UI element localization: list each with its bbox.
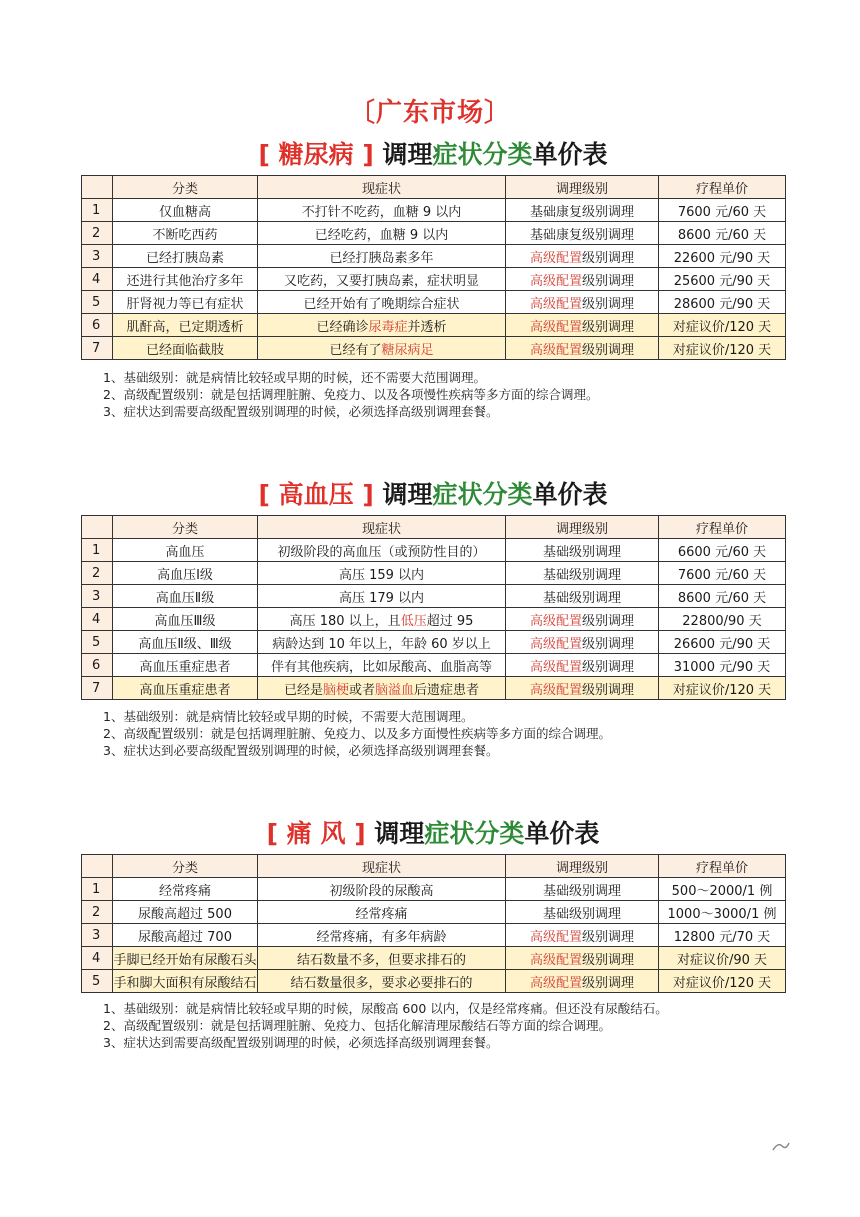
cell-text: 伴有其他疾病，比如尿酸高、血脂高等 xyxy=(270,659,492,675)
cell-text: 肝肾视力等已有症状 xyxy=(126,296,244,312)
title-suffix: 单价表 xyxy=(532,140,608,169)
column-header: 分类 xyxy=(113,855,258,878)
level-cell xyxy=(506,539,659,562)
symptom-cell xyxy=(258,947,506,970)
table-row xyxy=(82,539,786,562)
cell-text: 初级阶段的高血压（或预防性目的） xyxy=(277,544,486,560)
price-cell: 对症议价/120 天 xyxy=(659,677,786,700)
cell-text: 基础级别调理 xyxy=(542,567,621,583)
notes-hypertension xyxy=(103,708,611,759)
column-header: 调理级别 xyxy=(506,516,659,539)
column-header: 现症状 xyxy=(258,176,506,199)
cell-text: 已经打胰岛素 xyxy=(145,250,224,266)
cell-text: 基础康复级别调理 xyxy=(529,227,634,243)
price-cell: 8600 元/60 天 xyxy=(659,585,786,608)
table-row xyxy=(82,337,786,360)
symptom-cell xyxy=(258,901,506,924)
cell-text: 高压 159 以内 xyxy=(338,567,425,583)
cell-text: 已经打胰岛素多年 xyxy=(329,250,434,266)
notes-gout xyxy=(103,1000,668,1051)
title-prefix: 调理 xyxy=(382,140,433,169)
category-cell xyxy=(113,878,258,901)
cell-text: 高血压Ⅱ级 xyxy=(155,590,215,606)
column-header: 疗程单价 xyxy=(659,855,786,878)
level-cell xyxy=(506,677,659,700)
symptom-cell xyxy=(258,878,506,901)
symptom-cell xyxy=(258,562,506,585)
title-suffix: 单价表 xyxy=(532,480,608,509)
level-cell xyxy=(506,562,659,585)
symptom-cell xyxy=(258,245,506,268)
cell-text: 高血压Ⅱ级、Ⅲ级 xyxy=(138,636,232,652)
market-title: 〔广东市场〕 xyxy=(348,98,511,128)
price-cell: 6600 元/60 天 xyxy=(659,539,786,562)
cell-text: 高血压Ⅰ级 xyxy=(157,567,213,583)
symptom-cell xyxy=(258,585,506,608)
level-cell xyxy=(506,585,659,608)
cell-text: 已经有了 xyxy=(329,342,382,358)
table-row xyxy=(82,970,786,993)
price-cell: 对症议价/90 天 xyxy=(659,947,786,970)
category-cell xyxy=(113,947,258,970)
symptom-cell xyxy=(258,924,506,947)
note-line: 2、高级配置级别：就是包括调理脏腑、免疫力、以及各项慢性疾病等多方面的综合调理。 xyxy=(103,387,599,402)
highlighted-text: 高级配置 xyxy=(529,296,582,312)
column-header: 疗程单价 xyxy=(659,176,786,199)
note-line: 1、基础级别：就是病情比较轻或早期的时候，还不需要大范围调理。 xyxy=(103,370,486,385)
title-prefix: 调理 xyxy=(374,819,425,848)
cell-text: 级别调理 xyxy=(582,659,635,675)
table-row xyxy=(82,878,786,901)
highlighted-text: 高级配置 xyxy=(529,342,582,358)
level-cell xyxy=(506,268,659,291)
cell-text: 级别调理 xyxy=(582,342,635,358)
level-cell xyxy=(506,337,659,360)
row-number: 2 xyxy=(82,562,113,585)
highlighted-text: 高级配置 xyxy=(529,975,582,991)
symptom-cell xyxy=(258,337,506,360)
category-cell xyxy=(113,562,258,585)
cell-text: 经常疼痛 xyxy=(158,883,211,899)
level-cell xyxy=(506,631,659,654)
title-suffix: 单价表 xyxy=(524,819,600,848)
table-row xyxy=(82,947,786,970)
note-line: 3、症状达到必要高级配置级别调理的时候，必须选择高级别调理套餐。 xyxy=(103,743,499,758)
column-header: 现症状 xyxy=(258,855,506,878)
cell-text: 级别调理 xyxy=(582,929,635,945)
highlighted-text: 糖尿病足 xyxy=(381,342,434,358)
note-line: 2、高级配置级别：就是包括调理脏腑、免疫力、包括化解清理尿酸结石等方面的综合调理。 xyxy=(103,1018,611,1033)
disease-name: 糖尿病 xyxy=(278,140,354,169)
bracket-close: ] xyxy=(362,480,374,509)
row-number: 1 xyxy=(82,539,113,562)
row-number: 3 xyxy=(82,585,113,608)
symptom-cell xyxy=(258,222,506,245)
scan-mark-icon xyxy=(772,1140,790,1152)
cell-text: 已经吃药，血糖 9 以内 xyxy=(314,227,449,243)
column-header: 现症状 xyxy=(258,516,506,539)
row-number: 5 xyxy=(82,631,113,654)
cell-text: 级别调理 xyxy=(582,319,635,335)
price-cell: 对症议价/120 天 xyxy=(659,337,786,360)
table-row xyxy=(82,268,786,291)
category-cell xyxy=(113,608,258,631)
level-cell xyxy=(506,970,659,993)
table-row xyxy=(82,677,786,700)
table-row xyxy=(82,654,786,677)
cell-text: 基础级别调理 xyxy=(542,544,621,560)
column-header: 分类 xyxy=(113,516,258,539)
bracket-open: [ xyxy=(258,480,270,509)
bracket-open: [ xyxy=(258,140,270,169)
note-line: 3、症状达到需要高级配置级别调理的时候，必须选择高级别调理套餐。 xyxy=(103,404,499,419)
column-header: 分类 xyxy=(113,176,258,199)
cell-text: 级别调理 xyxy=(582,273,635,289)
row-number: 4 xyxy=(82,268,113,291)
highlighted-text: 高级配置 xyxy=(529,250,582,266)
highlighted-text: 高级配置 xyxy=(529,273,582,289)
section-title xyxy=(81,814,785,850)
table-row xyxy=(82,291,786,314)
cell-text: 尿酸高超过 700 xyxy=(138,929,232,945)
level-cell xyxy=(506,878,659,901)
row-number: 6 xyxy=(82,654,113,677)
bracket-open: [ xyxy=(266,819,279,848)
cell-text: 还进行其他治疗多年 xyxy=(126,273,244,289)
title-highlight: 症状分类 xyxy=(432,140,533,169)
category-cell xyxy=(113,901,258,924)
note-line: 1、基础级别：就是病情比较轻或早期的时候，尿酸高 600 以内，仅是经常疼痛。但还没有尿酸结石。 xyxy=(103,1001,668,1016)
table-row xyxy=(82,924,786,947)
row-number: 7 xyxy=(82,337,113,360)
category-cell xyxy=(113,677,258,700)
table-row xyxy=(82,222,786,245)
price-cell: 8600 元/60 天 xyxy=(659,222,786,245)
price-cell: 22600 元/90 天 xyxy=(659,245,786,268)
table-row xyxy=(82,199,786,222)
table-row xyxy=(82,901,786,924)
note-line: 2、高级配置级别：就是包括调理脏腑、免疫力、以及多方面慢性疾病等多方面的综合调理。 xyxy=(103,726,611,741)
symptom-cell xyxy=(258,199,506,222)
cell-text: 后遗症患者 xyxy=(414,682,480,698)
cell-text: 已经面临截肢 xyxy=(145,342,224,358)
symptom-cell xyxy=(258,268,506,291)
cell-text: 已经确诊 xyxy=(316,319,369,335)
cell-text: 初级阶段的尿酸高 xyxy=(329,883,434,899)
price-cell: 对症议价/120 天 xyxy=(659,970,786,993)
cell-text: 经常疼痛，有多年病龄 xyxy=(316,929,447,945)
category-cell xyxy=(113,585,258,608)
symptom-cell xyxy=(258,608,506,631)
row-number: 4 xyxy=(82,947,113,970)
bracket-close: ] xyxy=(354,819,366,848)
cell-text: 高血压重症患者 xyxy=(139,682,231,698)
row-number: 5 xyxy=(82,970,113,993)
cell-text: 级别调理 xyxy=(582,975,635,991)
level-cell xyxy=(506,314,659,337)
cell-text: 仅血糖高 xyxy=(158,204,211,220)
column-header: 调理级别 xyxy=(506,176,659,199)
cell-text: 高血压Ⅲ级 xyxy=(154,613,216,629)
highlighted-text: 低压 xyxy=(400,613,427,629)
table-row xyxy=(82,245,786,268)
notes-diabetes xyxy=(103,369,598,420)
symptom-cell xyxy=(258,539,506,562)
cell-text: 肌酐高，已定期透析 xyxy=(126,319,244,335)
level-cell xyxy=(506,291,659,314)
note-line: 1、基础级别：就是病情比较轻或早期的时候，不需要大范围调理。 xyxy=(103,709,474,724)
price-cell: 1000～3000/1 例 xyxy=(659,901,786,924)
price-cell: 22800/90 天 xyxy=(659,608,786,631)
table-row xyxy=(82,608,786,631)
category-cell xyxy=(113,970,258,993)
price-cell: 7600 元/60 天 xyxy=(659,562,786,585)
cell-text: 结石数量很多，要求必要排石的 xyxy=(290,975,473,991)
title-highlight: 症状分类 xyxy=(432,480,533,509)
level-cell xyxy=(506,245,659,268)
row-number: 2 xyxy=(82,901,113,924)
table-row xyxy=(82,585,786,608)
category-cell xyxy=(113,654,258,677)
symptom-cell xyxy=(258,631,506,654)
level-cell xyxy=(506,199,659,222)
cell-text: 已经是 xyxy=(283,682,323,698)
cell-text: 手和脚大面积有尿酸结石 xyxy=(113,975,257,991)
cell-text: 基础康复级别调理 xyxy=(529,204,634,220)
highlighted-text: 高级配置 xyxy=(529,682,582,698)
section-title xyxy=(81,135,785,171)
highlighted-text: 高级配置 xyxy=(529,659,582,675)
cell-text: 超过 95 xyxy=(426,613,474,629)
table-row xyxy=(82,314,786,337)
symptom-cell xyxy=(258,654,506,677)
category-cell xyxy=(113,337,258,360)
price-cell: 28600 元/90 天 xyxy=(659,291,786,314)
column-header: 调理级别 xyxy=(506,855,659,878)
row-number: 1 xyxy=(82,878,113,901)
cell-text: 级别调理 xyxy=(582,296,635,312)
row-number: 1 xyxy=(82,199,113,222)
highlighted-text: 脑溢血 xyxy=(375,682,415,698)
title-prefix: 调理 xyxy=(382,480,433,509)
row-number: 7 xyxy=(82,677,113,700)
highlighted-text: 高级配置 xyxy=(529,952,582,968)
category-cell xyxy=(113,314,258,337)
price-cell: 7600 元/60 天 xyxy=(659,199,786,222)
column-header: 疗程单价 xyxy=(659,516,786,539)
highlighted-text: 脑梗 xyxy=(322,682,349,698)
cell-text: 高压 180 以上，且 xyxy=(289,613,401,629)
section-title xyxy=(81,475,785,511)
price-cell: 500～2000/1 例 xyxy=(659,878,786,901)
price-table-hypertension xyxy=(81,515,786,700)
cell-text: 级别调理 xyxy=(582,682,635,698)
cell-text: 基础级别调理 xyxy=(542,883,621,899)
cell-text: 并透析 xyxy=(407,319,447,335)
level-cell xyxy=(506,924,659,947)
note-line: 3、症状达到需要高级配置级别调理的时候，必须选择高级别调理套餐。 xyxy=(103,1035,499,1050)
row-number: 3 xyxy=(82,245,113,268)
category-cell xyxy=(113,291,258,314)
highlighted-text: 高级配置 xyxy=(529,613,582,629)
disease-name: 痛 风 xyxy=(286,819,346,848)
disease-name: 高血压 xyxy=(278,480,354,509)
symptom-cell xyxy=(258,970,506,993)
row-number: 5 xyxy=(82,291,113,314)
category-cell xyxy=(113,245,258,268)
cell-text: 已经开始有了晚期综合症状 xyxy=(303,296,460,312)
category-cell xyxy=(113,199,258,222)
category-cell xyxy=(113,539,258,562)
price-cell: 12800 元/70 天 xyxy=(659,924,786,947)
row-number: 2 xyxy=(82,222,113,245)
level-cell xyxy=(506,608,659,631)
cell-text: 尿酸高超过 500 xyxy=(138,906,232,922)
price-cell: 25600 元/90 天 xyxy=(659,268,786,291)
header-index xyxy=(82,176,113,199)
cell-text: 经常疼痛 xyxy=(355,906,408,922)
header-index xyxy=(82,855,113,878)
header-row xyxy=(82,516,786,539)
cell-text: 不打针不吃药，血糖 9 以内 xyxy=(301,204,462,220)
cell-text: 高血压 xyxy=(165,544,205,560)
highlighted-text: 高级配置 xyxy=(529,636,582,652)
table-row xyxy=(82,631,786,654)
cell-text: 级别调理 xyxy=(582,613,635,629)
cell-text: 又吃药，又要打胰岛素，症状明显 xyxy=(283,273,479,289)
cell-text: 基础级别调理 xyxy=(542,906,621,922)
level-cell xyxy=(506,654,659,677)
price-cell: 31000 元/90 天 xyxy=(659,654,786,677)
price-cell: 对症议价/120 天 xyxy=(659,314,786,337)
row-number: 6 xyxy=(82,314,113,337)
level-cell xyxy=(506,901,659,924)
price-table-diabetes xyxy=(81,175,786,360)
price-cell: 26600 元/90 天 xyxy=(659,631,786,654)
cell-text: 级别调理 xyxy=(582,636,635,652)
cell-text: 高压 179 以内 xyxy=(338,590,425,606)
cell-text: 或者 xyxy=(348,682,375,698)
row-number: 4 xyxy=(82,608,113,631)
row-number: 3 xyxy=(82,924,113,947)
category-cell xyxy=(113,631,258,654)
symptom-cell xyxy=(258,291,506,314)
bracket-close: ] xyxy=(362,140,374,169)
highlighted-text: 高级配置 xyxy=(529,319,582,335)
highlighted-text: 高级配置 xyxy=(529,929,582,945)
table-row xyxy=(82,562,786,585)
price-table-gout xyxy=(81,854,786,993)
cell-text: 病龄达到 10 年以上，年龄 60 岁以上 xyxy=(272,636,491,652)
category-cell xyxy=(113,268,258,291)
cell-text: 不断吃西药 xyxy=(152,227,218,243)
cell-text: 结石数量不多，但要求排石的 xyxy=(296,952,466,968)
cell-text: 手脚已经开始有尿酸石头 xyxy=(113,952,257,968)
category-cell xyxy=(113,924,258,947)
symptom-cell xyxy=(258,677,506,700)
cell-text: 基础级别调理 xyxy=(542,590,621,606)
category-cell xyxy=(113,222,258,245)
title-highlight: 症状分类 xyxy=(424,819,525,848)
header-row xyxy=(82,855,786,878)
level-cell xyxy=(506,222,659,245)
highlighted-text: 尿毒症 xyxy=(368,319,408,335)
symptom-cell xyxy=(258,314,506,337)
cell-text: 级别调理 xyxy=(582,250,635,266)
header-row xyxy=(82,176,786,199)
cell-text: 高血压重症患者 xyxy=(139,659,231,675)
header-index xyxy=(82,516,113,539)
cell-text: 级别调理 xyxy=(582,952,635,968)
level-cell xyxy=(506,947,659,970)
